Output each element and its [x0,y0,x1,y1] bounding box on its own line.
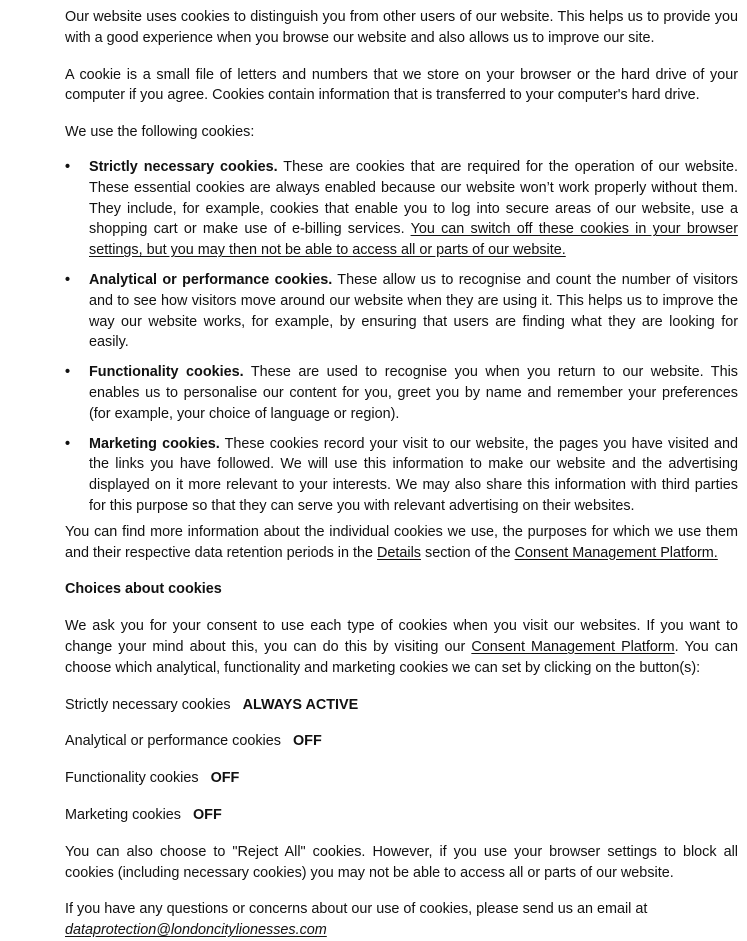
details-link[interactable]: Details [377,544,421,561]
intro-paragraph-3: We use the following cookies: [65,124,255,141]
bullet-icon: • [65,435,71,452]
setting-label: Marketing cookies [65,806,181,823]
cookie-type-title: Functionality cookies. [89,364,244,381]
setting-label: Strictly necessary cookies [65,696,231,713]
setting-label: Analytical or performance cookies [65,733,281,750]
bullet-icon: • [65,158,71,175]
bullet-icon: • [65,364,71,381]
reject-all-paragraph: You can also choose to "Reject All" cookies. However, if you use your browser settings to block all cookies (including necessary cookies) you may not be able to access all or parts of our website. [65,843,738,881]
cookie-type-text: These are cookies that are required for the operation of our website. These essential cookies are always enabled because our website won’t work properly without them. They include, for example, cookies that enable you to log into secure areas of our website, use a shopping cart or make use of e-billing services. [89,158,738,238]
more-info-paragraph: You can find more information about the individual cookies we use, the purposes for which we use them and their respective data retention periods in the Details section of the Consent Management Platform. [65,523,738,561]
contact-email-line [65,920,738,941]
consent-platform-link[interactable]: Consent Management Platform. [514,544,718,561]
strictly-necessary-status: ALWAYS ACTIVE [242,696,359,713]
cookie-type-note: You can switch off these cookies in your browser settings, but you may then not be able to access all or parts of our website. [89,221,738,259]
setting-functionality [65,768,738,789]
setting-label: Functionality cookies [65,770,199,787]
list-item [65,157,738,261]
intro-paragraph-1: Our website uses cookies to distinguish you from other users of our website. This helps us to provide you with a good experience when you browse our website and also allows us to improve our site. [65,9,738,46]
cookie-type-title: Strictly necessary cookies. [89,158,278,175]
list-item [65,270,738,353]
list-item [65,434,738,517]
analytical-toggle[interactable]: OFF [292,733,322,750]
cookie-type-text: These cookies record your visit to our website, the pages you have visited and the links you have followed. We will use this information to make our website and the advertising displayed on it more relevant to your interests. We may also share this information with third parties for this purpose so that they can serve you with relevant advertising on their websites. [89,435,738,514]
cookie-policy-document [65,7,738,941]
choices-paragraph: We ask you for your consent to use each type of cookies when you visit our websites. If you want to change your mind about this, you can do this by visiting our Consent Management Platform. You can choose which analytical, functionality and marketing cookies we can set by clicking on the button(s): [65,618,739,676]
list-item [65,362,738,424]
setting-strictly-necessary [65,695,738,716]
cookie-type-text: These allow us to recognise and count the number of visitors and to see how visitors move around our website when they are using it. This helps us to improve the way our website works, for example, by ensuring that users are finding what they are looking for easily. [89,271,738,351]
contact-paragraph: If you have any questions or concerns about our use of cookies, please send us an email at [65,901,648,918]
cookie-types-list [65,157,738,517]
functionality-toggle[interactable]: OFF [210,770,240,787]
setting-analytical [65,731,738,752]
cookie-type-title: Analytical or performance cookies. [89,271,333,288]
intro-paragraph-2: A cookie is a small file of letters and numbers that we store on your browser or the hard drive of your computer if you agree. Cookies contain information that is transferred to your computer's hard drive. [65,66,738,104]
marketing-toggle[interactable]: OFF [192,806,222,823]
consent-platform-link[interactable]: Consent Management Platform [471,638,675,655]
cookie-type-text: These are used to recognise you when you return to our website. This enables us to personalise our content for you, greet you by name and remember your preferences (for example, your choice of language or region). [89,364,738,422]
setting-marketing [65,805,738,826]
cookie-type-title: Marketing cookies. [89,435,220,452]
bullet-icon: • [65,271,71,288]
choices-heading: Choices about cookies [65,581,222,598]
contact-email-link[interactable]: dataprotection@londoncitylionesses.com [65,922,327,939]
